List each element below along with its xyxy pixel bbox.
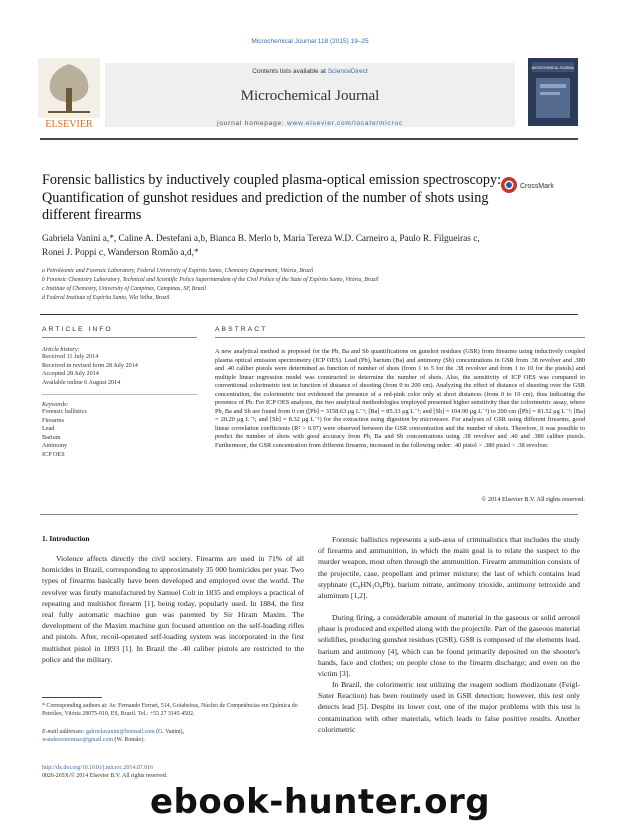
- intro-paragraph-left: Violence affects directly the civil society. Firearms are used in 71% of all homicides in Brazil, corresponding to approximately 35 000 homicides per year. Two types of firearms basically have been developed and employed over the world. The revolver was firstly manufactured by Samuel Colt in 1835 and employs a practical of repeating and multishot firearm [1], being today, popularly used. In 1884, the first real fully automatic machine gun was patented by Sir Hiram Maxim. The development of the Maxim machine gun focused attention on the self-loading rifles and pistols. After, recoil-operated self-loading system was incorporated in the first multishot pistol in 1893 [1]. In Brazil the .40 caliber pistols are restricted to the police and the military.: [42, 554, 304, 664]
- abstract-text: A new analytical method is proposed for the Pb, Ba and Sb quantifications on gunshot residues (GSR) from firearms using inductively coupled plasma optical emission spectrometry (ICP OES). Lead (Pb), barium (Ba) and antimony (Sb) concentrations in GSR from .38 revolver and .380 and .40 caliber pistols were determined as function of number of shots (from 1 to 5 for the .38 revolver and from 1 to 10 for the pistols) and multiple linear regression model was constructed to determine the number of shots. Also, the sensitivity of ICP OES was compared to conventional colorimetric test in function of distance of shooting (from 0 to 200 cm). Analyzing the effect of distance of shooting over the GSR concentration, the colorimetric test evidenced the presence of a red-pink color only at short distances (from 0 to 10 cm), thus indicating the presence of Pb. For ICP OES analyses, the two analytical methodologies employed presented higher sensitivity than the colorimetric assay, where Pb, Ba and Sb are found from 0 cm ([Pb] = 3158.63 μg L⁻¹; [Ba] = 85.33 μg L⁻¹; and [Sb] = 104.90 μg L⁻¹) to 200 cm ([Pb] = 81.52 μg L⁻¹; [Ba] = 20.20 μg L⁻¹; and [Sb] = 8.32 μg L⁻¹) for the extraction using digestion by microwave. For analyses of GSR using different firearms, good linear correlation coefficients (R² > 0.97) were observed between the GSR concentration and the number of shots. Therefore, it was possible to predict the number of shots with good accuracy from Pb, Ba and Sb concentrations using .38 revolver and .40 and .380 caliber pistols. Furthermore, the GSR concentration from different firearms, increased in the following order: .40 pistol > .380 pistol > .38 revolver.: [215, 348, 585, 450]
- abstract-divider: [215, 337, 585, 338]
- header-rule: [40, 138, 578, 140]
- keyword: Forensic ballistics: [42, 408, 87, 415]
- footnote-corresponding: * Corresponding authors at: Av. Fernando Ferrari, 514, Goiabeiras, Núcleo de Competências em Química do Petróleo, Vitória 29075-910, ES, Brazil. Tel.: +55 27 3145 4502.: [42, 703, 298, 718]
- keyword: Antimony: [42, 442, 68, 450]
- crossmark-badge[interactable]: [500, 176, 580, 194]
- section-rule: [40, 314, 578, 315]
- affiliation-b: b Forensic Chemistry Laboratory, Technical and Scientific Police Superintendent of the Civil Police of the State of Espírito Santo, Vitória, Brazil: [42, 277, 379, 283]
- history-accepted: Accepted 28 July 2014: [42, 370, 99, 378]
- keywords-label: Keywords:: [42, 401, 69, 408]
- journal-homepage: [105, 120, 515, 127]
- journal-title: Microchemical Journal: [240, 88, 380, 104]
- email-label: E-mail addresses:: [42, 729, 86, 735]
- homepage-prefix: journal homepage:: [217, 120, 288, 127]
- article-title: Forensic ballistics by inductively coupled plasma-optical emission spectroscopy: Quantification of gunshot residues and prediction of the number of shots using different firearms: [42, 172, 502, 223]
- article-history: [42, 346, 202, 387]
- watermark: ebook-hunter.org: [150, 782, 491, 822]
- info-divider: [42, 337, 197, 338]
- journal-cover: [528, 58, 578, 126]
- keyword: ICP OES: [42, 450, 65, 458]
- email-owner: (G. Vanini),: [154, 729, 185, 735]
- history-received: Received 11 July 2014: [42, 353, 99, 360]
- history-label: Article history:: [42, 346, 80, 353]
- affiliation-c: c Institute of Chemistry, University of Campinas, Campinas, SP, Brazil: [42, 286, 206, 292]
- keyword: Barium: [42, 433, 61, 441]
- abstract-copyright: © 2014 Elsevier B.V. All rights reserved.: [481, 496, 585, 503]
- intro-paragraph-right-2: During firing, a considerable amount of material in the gaseous or solid aerosol phase is produced and expelled along with the projectile. Part of the gaseous material solidifies, producing gunshot residues (GSR). GSR is composed of the elements lead, barium and antimony [4], which can be found primarily deposited on the shooter's hands, face and clothes; on people close to the firearm discharge; and even on the victim [3].: [318, 613, 580, 679]
- affiliation-d: d Federal Institute of Espírito Santo, Vila Velha, Brazil: [42, 295, 170, 301]
- doi-link[interactable]: http://dx.doi.org/10.1016/j.microc.2014.07.016: [42, 765, 153, 771]
- history-online: Available online 6 August 2014: [42, 378, 121, 386]
- contents-prefix: Contents lists available at: [252, 68, 328, 75]
- abstract-label: ABSTRACT: [215, 326, 268, 333]
- cover-title: MICROCHEMICAL JOURNAL: [531, 66, 575, 70]
- article-info-label: ARTICLE INFO: [42, 326, 113, 333]
- keyword: Lead: [42, 425, 55, 433]
- intro-paragraph-right-1: Forensic ballistics represents a sub-area of criminalistics that includes the study of firearms and ammunition, in which the main goal is to relate the suspect to the murder weapon, most often through the ammunition. Firearm ammunition consists of the projectile, case, propellant and primer mixture; the last of which contains lead styphnate (C₆HN₃O₈Pb), barium nitrate, antimony trioxide, antimony tetroxide and aluminum [1,2].: [318, 535, 580, 601]
- keywords-divider: [42, 394, 197, 395]
- email-link[interactable]: gabrielavanini@hotmail.com: [85, 729, 155, 735]
- sciencedirect-link[interactable]: ScienceDirect: [327, 68, 368, 75]
- crossmark-label: CrossMark: [520, 183, 554, 190]
- elsevier-logo: [38, 58, 100, 130]
- authors-line-1: Gabriela Vanini a,*, Caline A. Destefani a,b, Bianca B. Merlo b, Maria Tereza W.D. Carneiro a, Paulo R. Filgueiras c,: [42, 234, 480, 244]
- contents-line: [105, 68, 515, 75]
- footnote-rule: [42, 697, 102, 698]
- homepage-link[interactable]: www.elsevier.com/locate/microc: [287, 120, 403, 127]
- footnote-emails: [42, 728, 304, 744]
- journal-citation[interactable]: Microchemical Journal 118 (2015) 19–25: [251, 38, 369, 45]
- keyword: Firearms: [42, 416, 64, 424]
- elsevier-wordmark: ELSEVIER: [45, 119, 93, 130]
- intro-paragraph-right-3: In Brazil, the colorimetric test utilizing the reagent sodium rhodizonate (Feigl-Suter Reaction) has been routinely used in GSR detection; however, this test only detects lead [5]. Despite its lower cost, one of the major problems with this test is contamination with other materials, which leads to false positive results. Another colorimetric: [318, 680, 580, 734]
- author-list: [42, 233, 582, 260]
- authors-line-2: Ronei J. Poppi c, Wanderson Romão a,d,*: [42, 247, 199, 258]
- issn-line: 0026-265X/© 2014 Elsevier B.V. All rights reserved.: [42, 773, 168, 779]
- keywords: [42, 401, 202, 460]
- email-owner: (W. Romão).: [113, 737, 145, 744]
- history-revised: Received in revised form 28 July 2014: [42, 361, 138, 369]
- body-rule: [40, 514, 578, 515]
- affiliation-a: a Petroleomic and Forensic Laboratory, Federal University of Espírito Santo, Chemistry Department, Vitória, Brazil: [42, 268, 314, 274]
- section-heading: 1. Introduction: [42, 534, 90, 543]
- email-link[interactable]: wandersonromao@gmail.com: [42, 737, 114, 744]
